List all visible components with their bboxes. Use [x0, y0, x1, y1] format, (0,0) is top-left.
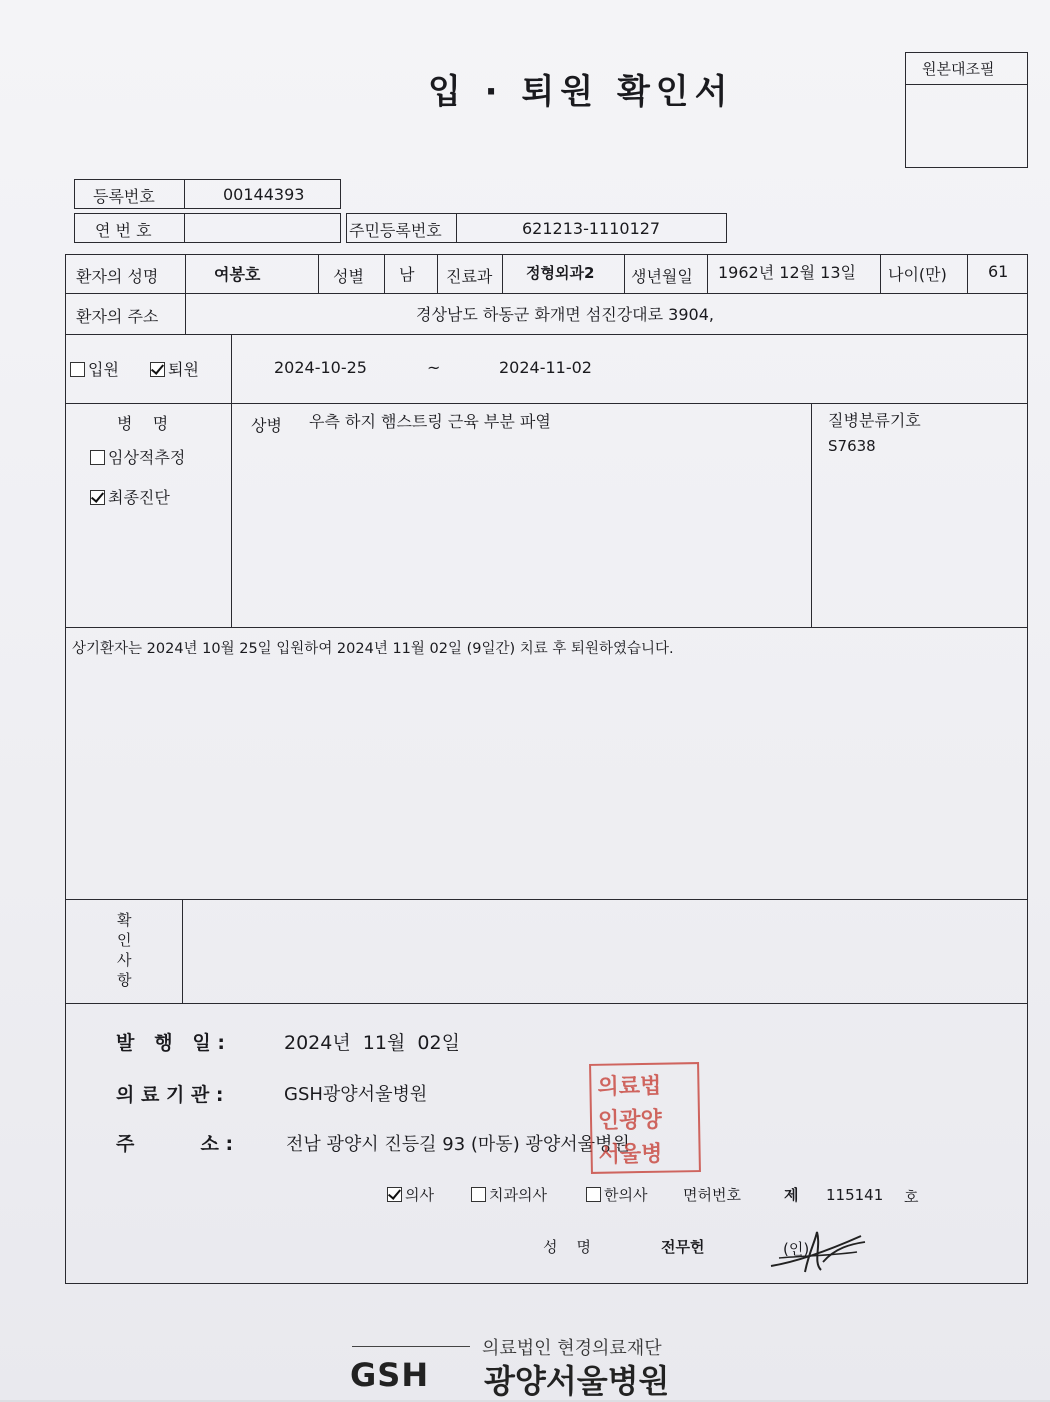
doctor-checkbox[interactable] [387, 1187, 402, 1202]
stay-date-separator: ~ [427, 358, 441, 377]
license-number-label: 면허번호 [683, 1186, 741, 1204]
seal-text-2: 인광양 [597, 1107, 663, 1134]
confirm-label-4: 항 [117, 971, 132, 989]
clinical-estimate-label: 임상적추정 [108, 448, 186, 467]
footer-rule [352, 1346, 470, 1347]
dentist-option[interactable] [471, 1184, 547, 1205]
patient-name-value: 여봉호 [214, 265, 261, 284]
signature-scribble [765, 1222, 875, 1278]
final-diagnosis-checkbox[interactable] [90, 490, 105, 505]
license-suffix: 호 [904, 1188, 919, 1206]
discharge-label: 퇴원 [168, 360, 199, 379]
registration-number-row [74, 179, 341, 209]
dentist-label: 치과의사 [489, 1186, 547, 1204]
institution-value: GSH광양서울병원 [284, 1084, 428, 1105]
institution-address-value: 전남 광양시 진등길 93 (마동) 광양서울병원 [286, 1134, 630, 1155]
discharge-option[interactable] [150, 357, 199, 380]
admission-checkbox[interactable] [70, 362, 85, 377]
hospital-logo: GSH [350, 1356, 430, 1394]
resident-number-value: 621213-1110127 [522, 219, 661, 238]
license-prefix: 제 [784, 1186, 799, 1204]
disease-code-value: S7638 [828, 437, 876, 455]
birth-date-label: 생년월일 [631, 267, 693, 286]
stay-end-date: 2024-11-02 [499, 358, 592, 377]
disease-code-label: 질병분류기호 [828, 411, 921, 430]
issue-date-label: 발 행 일 : [116, 1032, 225, 1054]
registration-number-label: 등록번호 [93, 187, 155, 206]
year-number-row [74, 213, 341, 243]
address-value: 경상남도 하동군 화개면 섬진강대로 3904, [416, 305, 714, 324]
resident-number-label: 주민등록번호 [349, 221, 442, 240]
institution-address-label: 주 소 : [116, 1133, 234, 1155]
department-value: 정형외과2 [526, 264, 595, 282]
confirm-label-1: 확 [117, 911, 132, 929]
confirm-label-2: 인 [117, 931, 132, 949]
original-verification-box [905, 52, 1028, 168]
document-title: 입 · 퇴원 확인서 [428, 72, 734, 112]
age-value: 61 [988, 262, 1009, 281]
registration-number-value: 00144393 [223, 185, 305, 204]
oriental-doctor-option[interactable] [586, 1184, 647, 1205]
sex-value: 남 [399, 265, 415, 284]
admission-option[interactable] [70, 357, 119, 380]
hospital-seal [589, 1062, 701, 1174]
dentist-checkbox[interactable] [471, 1187, 486, 1202]
department-label: 진료과 [446, 267, 493, 286]
stay-start-date: 2024-10-25 [274, 358, 367, 377]
disease-type-label: 상병 [251, 416, 282, 435]
signer-name: 전무헌 [661, 1238, 705, 1256]
seal-text-3: 서울병 [598, 1141, 663, 1168]
age-label: 나이(만) [888, 265, 947, 284]
original-verification-label: 원본대조필 [922, 60, 995, 78]
disease-name: 우측 하지 햄스트링 근육 부분 파열 [309, 412, 551, 431]
license-number-value: 115141 [826, 1186, 884, 1204]
sex-label: 성별 [333, 267, 364, 286]
remarks-text: 상기환자는 2024년 10월 25일 입원하여 2024년 11월 02일 (9일간) 치료 후 퇴원하였습니다. [72, 641, 674, 657]
diagnosis-section-label: 병 명 [117, 414, 169, 433]
birth-date-value: 1962년 12월 13일 [718, 263, 856, 282]
admission-label: 입원 [88, 360, 119, 379]
confirm-label-3: 사 [117, 951, 132, 969]
institution-label: 의 료 기 관 : [116, 1084, 224, 1106]
address-label: 환자의 주소 [76, 307, 159, 326]
discharge-checkbox[interactable] [150, 362, 165, 377]
clinical-estimate-option[interactable] [90, 445, 185, 468]
final-diagnosis-label: 최종진단 [108, 488, 170, 507]
doctor-option[interactable] [387, 1184, 434, 1205]
foundation-name: 의료법인 현경의료재단 [482, 1338, 662, 1359]
doctor-label: 의사 [405, 1186, 434, 1204]
year-number-label: 연 번 호 [95, 221, 152, 240]
oriental-doctor-checkbox[interactable] [586, 1187, 601, 1202]
clinical-estimate-checkbox[interactable] [90, 450, 105, 465]
hospital-name: 광양서울병원 [484, 1362, 670, 1400]
issue-date-value: 2024년 11월 02일 [284, 1032, 460, 1054]
patient-name-label: 환자의 성명 [76, 267, 159, 286]
signer-label: 성 명 [543, 1238, 592, 1256]
resident-number-row [346, 213, 727, 243]
seal-mark: (인) [783, 1240, 810, 1258]
oriental-doctor-label: 한의사 [604, 1186, 648, 1204]
final-diagnosis-option[interactable] [90, 485, 170, 508]
seal-text-1: 의료법 [597, 1073, 662, 1100]
